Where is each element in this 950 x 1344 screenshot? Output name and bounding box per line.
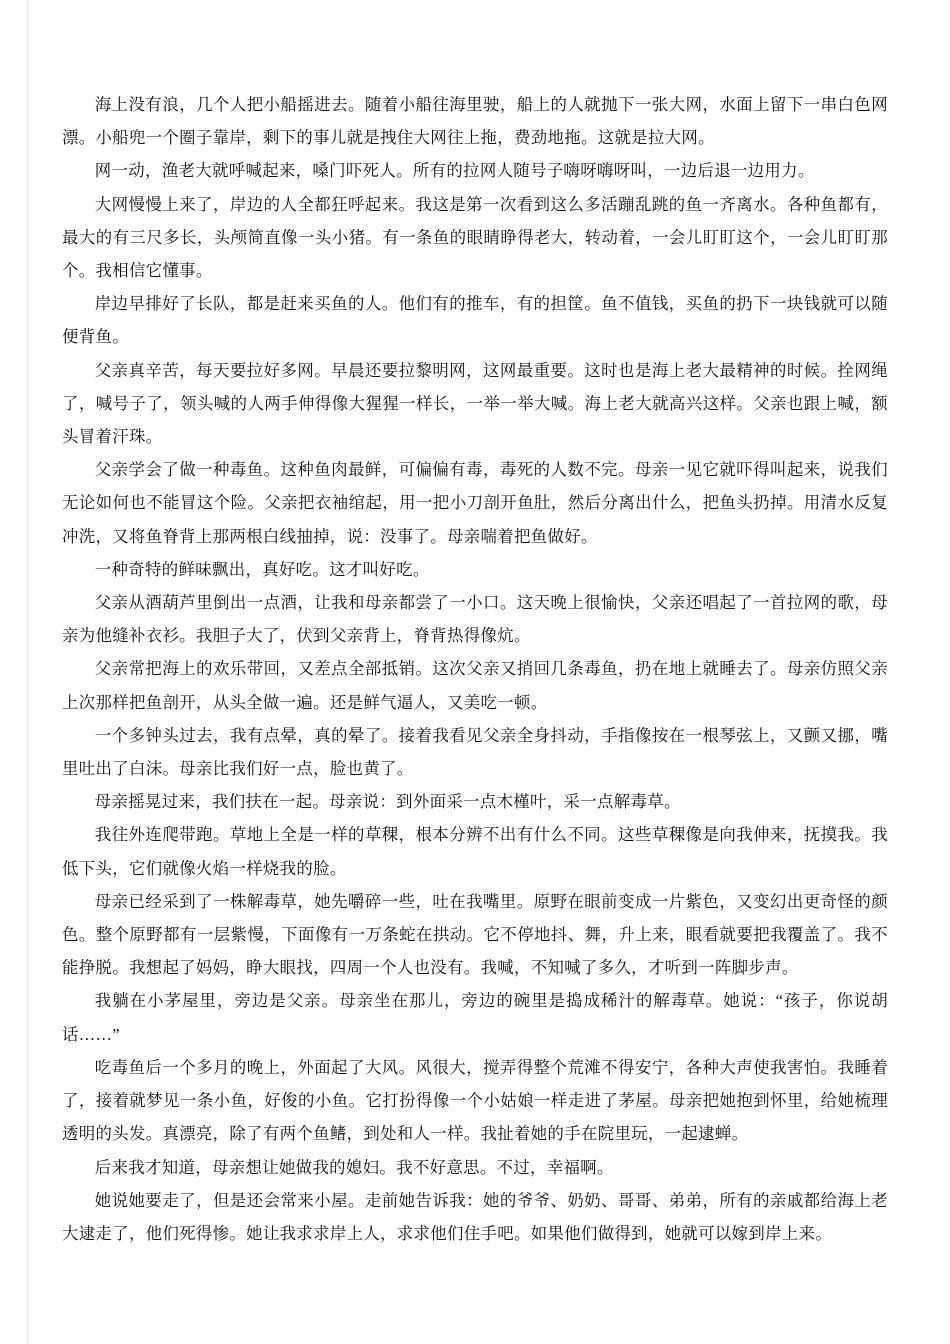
paragraph: 父亲学会了做一种毒鱼。这种鱼肉最鲜，可偏偏有毒，毒死的人数不完。母亲一见它就吓得叫起来，说我们无论如何也不能冒这个险。父亲把衣袖绾起，用一把小刀剖开鱼肚，然后分离出什么，把鱼头扔掉。用清水反复冲洗，又将鱼脊背上那两根白线抽掉，说：没事了。母亲喘着把鱼做好。 (62, 460, 888, 546)
paragraph: 母亲已经采到了一株解毒草，她先嚼碎一些，吐在我嘴里。原野在眼前变成一片紫色，又变幻出更奇怪的颜色。整个原野都有一层紫慢，下面像有一万条蛇在拱动。它不停地抖、舞，升上来，眼看就要把我覆盖了。我不能挣脱。我想起了妈妈，睁大眼找，四周一个人也没有。我喊，不知喊了多久，才听到一阵脚步声。 (62, 891, 888, 978)
paragraph: 海上没有浪，几个人把小船摇进去。随着小船往海里驶，船上的人就抛下一张大网，水面上留下一串白色网漂。小船兜一个圈子靠岸，剩下的事儿就是拽住大网往上拖，费劲地拖。这就是拉大网。 (62, 95, 888, 148)
paragraph: 一个多钟头过去，我有点晕，真的晕了。接着我看见父亲全身抖动，手指像按在一根琴弦上，又颤又挪，嘴里吐出了白沫。母亲比我们好一点，脸也黄了。 (62, 725, 888, 779)
page-edge-rule (27, 0, 28, 1344)
paragraph: 我躺在小茅屋里，旁边是父亲。母亲坐在那儿，旁边的碗里是捣成稀汁的解毒草。她说：“孩子，你说胡话……” (62, 991, 888, 1044)
paragraph: 网一动，渔老大就呼喊起来，嗓门吓死人。所有的拉网人随号子嗨呀嗨呀叫，一边后退一边用力。 (94, 161, 815, 181)
passage-body (62, 88, 888, 1250)
paragraph: 我往外连爬带跑。草地上全是一样的草稞，根本分辨不出有什么不同。这些草稞像是向我伸来，抚摸我。我低下头，它们就像火焰一样烧我的脸。 (62, 825, 888, 878)
paragraph: 父亲真辛苦，每天要拉好多网。早晨还要拉黎明网，这网最重要。这时也是海上老大最精神的时候。拴网绳了，喊号子了，领头喊的人两手伸得像大猩猩一样长，一举一举大喊。海上老大就高兴这样。父亲也跟上喊，额头冒着汗珠。 (62, 360, 888, 447)
paragraph: 后来我才知道，母亲想让她做我的媳妇。我不好意思。不过，幸福啊。 (94, 1157, 614, 1177)
paragraph: 吃毒鱼后一个多月的晚上，外面起了大风。风很大，搅弄得整个荒滩不得安宁，各种大声使我害怕。我睡着了，接着就梦见一条小鱼，好俊的小鱼。它打扮得像一个小姑娘一样走进了茅屋。母亲把她抱到怀里，给她梳理透明的头发。真漂亮，除了有两个鱼鳍，到处和人一样。我扯着她的手在院里玩，一起逮蝉。 (62, 1057, 888, 1144)
paragraph: 她说她要走了，但是还会常来小屋。走前她告诉我：她的爷爷、奶奶、哥哥、弟弟，所有的亲戚都给海上老大逮走了，他们死得惨。她让我求求岸上人，求求他们住手吧。如果他们做得到，她就可以嫁到岸上来。 (62, 1190, 888, 1243)
paragraph: 母亲摇晃过来，我们扶在一起。母亲说：到外面采一点木槿叶，采一点解毒草。 (94, 792, 681, 812)
paragraph: 岸边早排好了长队，都是赶来买鱼的人。他们有的推车，有的担筐。鱼不值钱，买鱼的扔下一块钱就可以随便背鱼。 (62, 294, 888, 347)
paragraph: 大网慢慢上来了，岸边的人全都狂呼起来。我这是第一次看到这么多活蹦乱跳的鱼一齐离水。各种鱼都有，最大的有三尺多长，头颅简直像一头小猪。有一条鱼的眼睛睁得老大，转动着，一会儿盯盯这个，一会儿盯盯那个。我相信它懂事。 (62, 194, 888, 281)
paragraph: 父亲常把海上的欢乐带回，又差点全部抵销。这次父亲又捎回几条毒鱼，扔在地上就睡去了。母亲仿照父亲上次那样把鱼剖开，从头全做一遍。还是鲜气逼人，又美吃一顿。 (62, 659, 888, 712)
paragraph: 父亲从酒葫芦里倒出一点酒，让我和母亲都尝了一小口。这天晚上很愉快，父亲还唱起了一首拉网的歌，母亲为他缝补衣衫。我胆子大了，伏到父亲背上，脊背热得像炕。 (62, 593, 888, 646)
paragraph: 一种奇特的鲜味飘出，真好吃。这才叫好吃。 (94, 559, 430, 579)
